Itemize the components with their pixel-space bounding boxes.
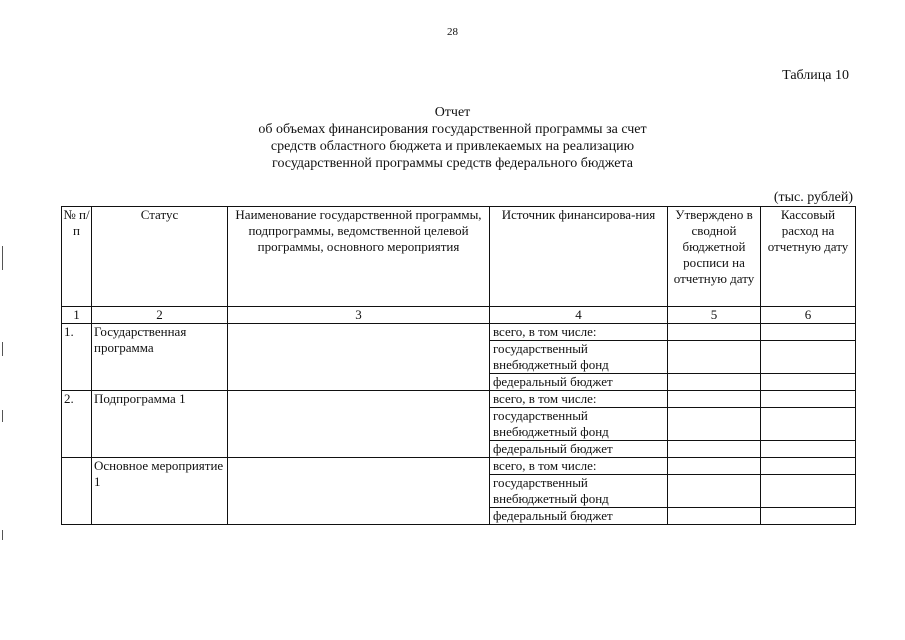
row-status: Государственная программа — [92, 324, 228, 391]
row-source: государственный внебюджетный фонд — [490, 475, 668, 508]
row-approved — [668, 324, 761, 341]
column-number: 4 — [490, 307, 668, 324]
column-number: 3 — [228, 307, 490, 324]
row-approved — [668, 458, 761, 475]
row-number: 1. — [62, 324, 92, 391]
report-table — [61, 206, 856, 525]
header-cash-expense: Кассовый расход на отчетную дату — [761, 207, 856, 307]
row-approved — [668, 374, 761, 391]
row-approved — [668, 441, 761, 458]
row-cash-expense — [761, 341, 856, 374]
row-cash-expense — [761, 391, 856, 408]
row-name — [228, 458, 490, 525]
report-heading-line: Отчет — [434, 105, 471, 120]
column-number: 6 — [761, 307, 856, 324]
row-cash-expense — [761, 441, 856, 458]
scan-margin-mark — [2, 342, 3, 356]
report-heading-line: средств областного бюджета и привлекаемых на реализацию — [270, 139, 635, 154]
row-approved — [668, 508, 761, 525]
row-approved — [668, 341, 761, 374]
row-status: Основное мероприятие 1 — [92, 458, 228, 525]
row-source: федеральный бюджет — [490, 508, 668, 525]
row-approved — [668, 391, 761, 408]
row-name — [228, 391, 490, 458]
column-number-row — [62, 307, 856, 324]
row-approved — [668, 475, 761, 508]
row-cash-expense — [761, 408, 856, 441]
row-status: Подпрограмма 1 — [92, 391, 228, 458]
row-cash-expense — [761, 324, 856, 341]
header-approved: Утверждено в сводной бюджетной росписи на отчетную дату — [668, 207, 761, 307]
report-heading-line: государственной программы средств федерального бюджета — [272, 156, 633, 171]
row-cash-expense — [761, 374, 856, 391]
row-source: всего, в том числе: — [490, 391, 668, 408]
header-source: Источник финансирова-ния — [490, 207, 668, 307]
page-number: 28 — [447, 26, 458, 38]
table-row — [62, 391, 856, 408]
row-source: федеральный бюджет — [490, 441, 668, 458]
header-name: Наименование государственной программы, подпрограммы, ведомственной целевой программы, основного мероприятия — [228, 207, 490, 307]
row-cash-expense — [761, 508, 856, 525]
row-approved — [668, 408, 761, 441]
row-source: государственный внебюджетный фонд — [490, 408, 668, 441]
column-number: 2 — [92, 307, 228, 324]
scan-margin-mark — [2, 246, 3, 270]
row-cash-expense — [761, 458, 856, 475]
row-number: 2. — [62, 391, 92, 458]
scan-margin-mark — [2, 530, 3, 540]
column-number: 1 — [62, 307, 92, 324]
header-number: № п/п — [62, 207, 92, 307]
row-source: федеральный бюджет — [490, 374, 668, 391]
row-source: всего, в том числе: — [490, 458, 668, 475]
row-source: всего, в том числе: — [490, 324, 668, 341]
row-name — [228, 324, 490, 391]
scan-margin-mark — [2, 410, 3, 422]
table-row — [62, 458, 856, 475]
report-heading-line: об объемах финансирования государственной программы за счет — [258, 122, 647, 137]
row-cash-expense — [761, 475, 856, 508]
header-status: Статус — [92, 207, 228, 307]
table-header-row — [62, 207, 856, 307]
column-number: 5 — [668, 307, 761, 324]
report-heading — [0, 104, 905, 172]
row-source: государственный внебюджетный фонд — [490, 341, 668, 374]
table-label: Таблица 10 — [782, 68, 849, 83]
units-label: (тыс. рублей) — [773, 190, 853, 205]
row-number — [62, 458, 92, 525]
table-row — [62, 324, 856, 341]
